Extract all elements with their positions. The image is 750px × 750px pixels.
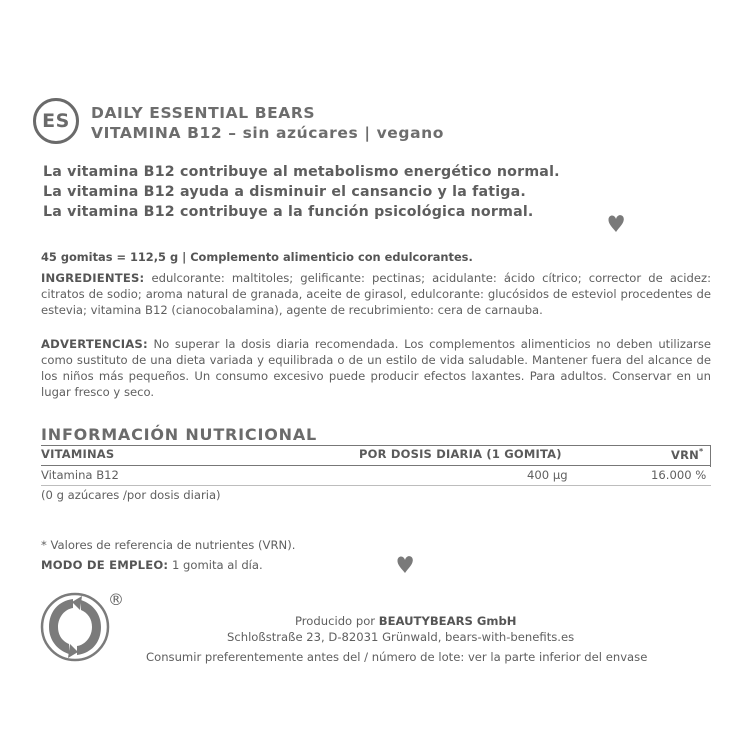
language-code: ES — [42, 110, 70, 132]
registered-mark: ® — [108, 590, 124, 609]
package-info: 45 gomitas = 112,5 g | Complemento alimenticio con edulcorantes. — [41, 250, 473, 264]
address-line: Schloßstraße 23, D-82031 Grünwald, bears-with-benefits.es — [227, 630, 575, 644]
nutrient-amount: 400 µg — [527, 468, 568, 482]
heart-icon — [607, 213, 625, 233]
table-rule — [41, 465, 711, 466]
product-name: DAILY ESSENTIAL BEARS — [91, 104, 316, 122]
usage-line — [41, 558, 263, 572]
nutrient-vrn: 16.000 % — [651, 468, 707, 482]
usage-label: MODO DE EMPLEO: — [41, 558, 169, 572]
col-vrn-header — [671, 447, 703, 462]
sugar-note: (0 g azúcares /por dosis diaria) — [41, 488, 221, 502]
product-subtitle: VITAMINA B12 – sin azúcares | vegano — [91, 124, 445, 142]
ingredients-text: edulcorante: maltitoles; gelificante: pectinas; acidulante: ácido cítrico; corrector de acidez: citratos de sodio; aroma natural de granada, aceite de girasol, edulcorante: glucósidos de esteviol procedentes de estevia; vitamina B12 (cianocobalamina), agente de recubrimiento: cera de carnauba. — [41, 271, 711, 317]
vrn-label: VRN — [671, 447, 699, 462]
health-claims — [43, 162, 560, 222]
warnings-block — [41, 336, 711, 400]
product-header — [91, 103, 444, 143]
nutrient-name: Vitamina B12 — [41, 468, 119, 482]
heart-icon — [396, 554, 414, 574]
ingredients-label: INGREDIENTES: — [41, 271, 145, 285]
language-badge — [33, 98, 79, 144]
producer-line — [295, 614, 516, 628]
col-per-dose-header: POR DOSIS DIARIA (1 GOMITA) — [359, 447, 562, 461]
company-name: BEAUTYBEARS GmbH — [378, 614, 517, 628]
claim-line: La vitamina B12 contribuye a la función psicológica normal. — [43, 204, 534, 220]
produced-by-text: Producido por — [295, 614, 376, 628]
col-vitamins-header: VITAMINAS — [41, 447, 115, 461]
vrn-footnote-mark: * — [698, 447, 704, 456]
nutrition-title: INFORMACIÓN NUTRICIONAL — [41, 425, 317, 444]
usage-text: 1 gomita al día. — [171, 558, 263, 572]
vrn-footnote: * Valores de referencia de nutrientes (VRN). — [41, 538, 296, 552]
recycling-green-dot-icon — [40, 592, 110, 667]
claim-line: La vitamina B12 ayuda a disminuir el cansancio y la fatiga. — [43, 184, 527, 200]
best-before-line: Consumir preferentemente antes del / número de lote: ver la parte inferior del envase — [146, 650, 648, 664]
warnings-label: ADVERTENCIAS: — [41, 337, 148, 351]
claim-line: La vitamina B12 contribuye al metabolismo energético normal. — [43, 164, 560, 180]
ingredients-block — [41, 270, 711, 318]
table-rule — [41, 445, 711, 446]
warnings-text: No superar la dosis diaria recomendada. Los complementos alimenticios no deben utilizarse como sustituto de una dieta variada y equilibrada o de un estilo de vida saludable. Mantener fuera del alcance de los niños más pequeños. Un consumo excesivo puede producir efectos laxantes. Para adultos. Conservar en un lugar fresco y seco. — [41, 337, 712, 399]
table-rule — [41, 485, 711, 486]
table-edge — [710, 445, 711, 467]
